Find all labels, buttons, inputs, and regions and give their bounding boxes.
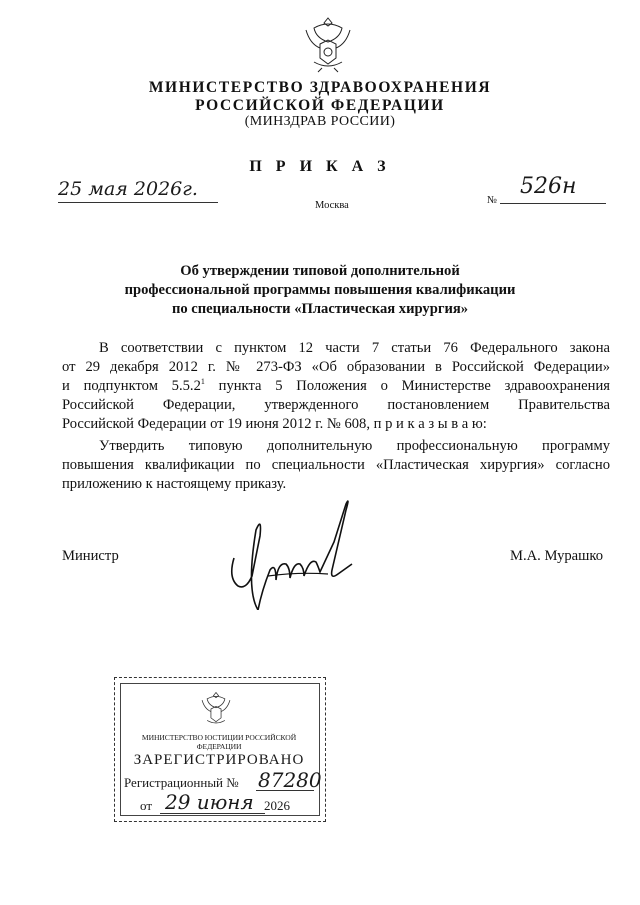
stamp-reg-year: 2026 [264, 798, 290, 813]
signer-name: М.А. Мурашко [510, 548, 604, 564]
paragraph-1-line-5: Российской Федерации от 19 июня 2012 г. № 608, п р и к а з ы в а ю: [62, 416, 487, 432]
stamp-reg-number: 87280 [258, 768, 322, 792]
order-date: 25 мая 2026г. [58, 178, 198, 200]
document-type: П Р И К А З [249, 158, 391, 175]
order-title-line3: по специальности «Пластическая хирургия» [171, 301, 469, 317]
paragraph-1-line-2: от 29 декабря 2012 г. № 273-ФЗ «Об образовании в Российской Федерации» [62, 359, 610, 375]
signer-position: Министр [62, 548, 119, 564]
paragraph-2-line-2: повышения квалификации по специальности «Пластическая хирургия» согласно [62, 457, 610, 473]
number-underline [500, 203, 606, 204]
order-number-label: № [487, 195, 498, 206]
coat-of-arms-icon [300, 14, 356, 74]
ministry-name-line1: МИНИСТЕРСТВО ЗДРАВООХРАНЕНИЯ [148, 79, 492, 96]
stamp-coat-of-arms-icon [197, 690, 235, 728]
ministry-short-name: (МИНЗДРАВ РОССИИ) [244, 114, 396, 129]
stamp-ministry: МИНИСТЕРСТВО ЮСТИЦИИ РОССИЙСКОЙ ФЕДЕРАЦИИ [141, 733, 297, 751]
paragraph-1-line-1: В соответствии с пунктом 12 части 7 статьи 76 Федерального закона [99, 340, 610, 356]
stamp-from-label: от [140, 798, 153, 813]
ministry-name-line2: РОССИЙСКОЙ ФЕДЕРАЦИИ [195, 97, 445, 114]
stamp-registered: ЗАРЕГИСТРИРОВАНО [133, 752, 305, 768]
order-number: 526н [520, 174, 577, 199]
order-title-line2: профессиональной программы повышения квалификации [124, 282, 516, 298]
paragraph-2-line-3: приложению к настоящему приказу. [62, 476, 287, 492]
reg-number-underline [256, 790, 314, 791]
paragraph-1-line-3: и подпунктом 5.5.2$^1$ пункта 5 Положения о Министерстве здравоохранения [62, 377, 610, 394]
stamp-reg-label: Регистрационный № [124, 775, 239, 790]
order-city: Москва [315, 200, 349, 211]
handwritten-signature [222, 498, 372, 610]
date-underline [58, 202, 218, 203]
paragraph-1-line-4: Российской Федерации, утвержденного постановлением Правительства [62, 397, 610, 413]
order-title-line1: Об утверждении типовой дополнительной [180, 263, 460, 279]
reg-date-underline [160, 813, 265, 814]
stamp-reg-date: 29 июня [165, 790, 254, 814]
paragraph-2-line-1: Утвердить типовую дополнительную профессиональную программу [99, 438, 610, 454]
